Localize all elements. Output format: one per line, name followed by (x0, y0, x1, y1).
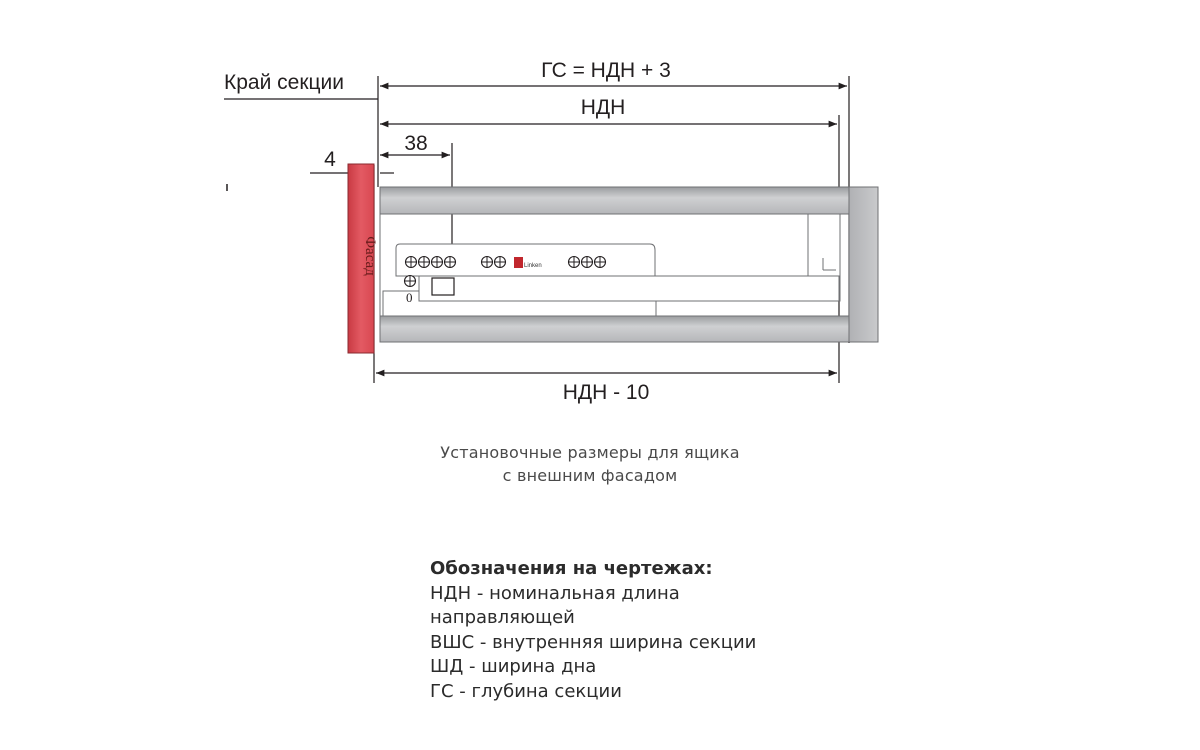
screw-hole-icon (569, 257, 580, 268)
legend-item: НДН - номинальная длина (430, 582, 680, 604)
runner-latch (432, 278, 454, 295)
screw-hole-icon (445, 257, 456, 268)
rail-length-dimension (376, 373, 837, 404)
zero-mark: 0 (406, 290, 413, 305)
legend-title: Обозначения на чертежах: (430, 558, 713, 579)
caption-line-2: с внешним фасадом (502, 466, 678, 485)
screw-hole-icon (595, 257, 606, 268)
runner-mechanism (383, 244, 839, 316)
offset-38-dimension (380, 132, 450, 155)
mounting-holes-group-3 (569, 257, 606, 268)
drawer-top-bar (380, 187, 849, 214)
caption-line-1: Установочные размеры для ящика (440, 443, 740, 462)
facade-panel (348, 164, 378, 353)
legend-item: ГС - глубина секции (430, 680, 622, 702)
screw-hole-icon (406, 257, 417, 268)
diagram-caption (380, 441, 800, 487)
nominal-length-label: НДН (580, 96, 626, 119)
screw-hole-icon (482, 257, 493, 268)
legend-item: ВШС - внутренняя ширина секции (430, 631, 757, 653)
facade-label: Фасад (362, 236, 378, 276)
screw-hole-icon (582, 257, 593, 268)
legend (430, 557, 756, 704)
adjustment-screw-icon (405, 276, 416, 287)
screw-hole-icon (432, 257, 443, 268)
cabinet-side-panel (849, 187, 878, 342)
depth-dimension-label: ГС = НДН + 3 (541, 59, 671, 82)
gap-4-label: 4 (324, 148, 336, 171)
section-edge-annotation (224, 71, 378, 99)
legend-item: ШД - ширина дна (430, 656, 597, 677)
depth-dimension (380, 59, 847, 86)
legend-item: направляющей (430, 607, 575, 628)
section-edge-label: Край секции (224, 71, 345, 94)
screw-hole-icon (495, 257, 506, 268)
legend-list (430, 582, 756, 705)
brand-logo-text: Linken (524, 263, 542, 269)
screw-hole-icon (419, 257, 430, 268)
nominal-length-dimension (380, 96, 837, 124)
runner-slide-rail (419, 276, 839, 301)
drawer-bottom-bar (380, 316, 849, 342)
offset-38-label: 38 (404, 132, 428, 155)
rail-length-label: НДН - 10 (562, 381, 650, 404)
